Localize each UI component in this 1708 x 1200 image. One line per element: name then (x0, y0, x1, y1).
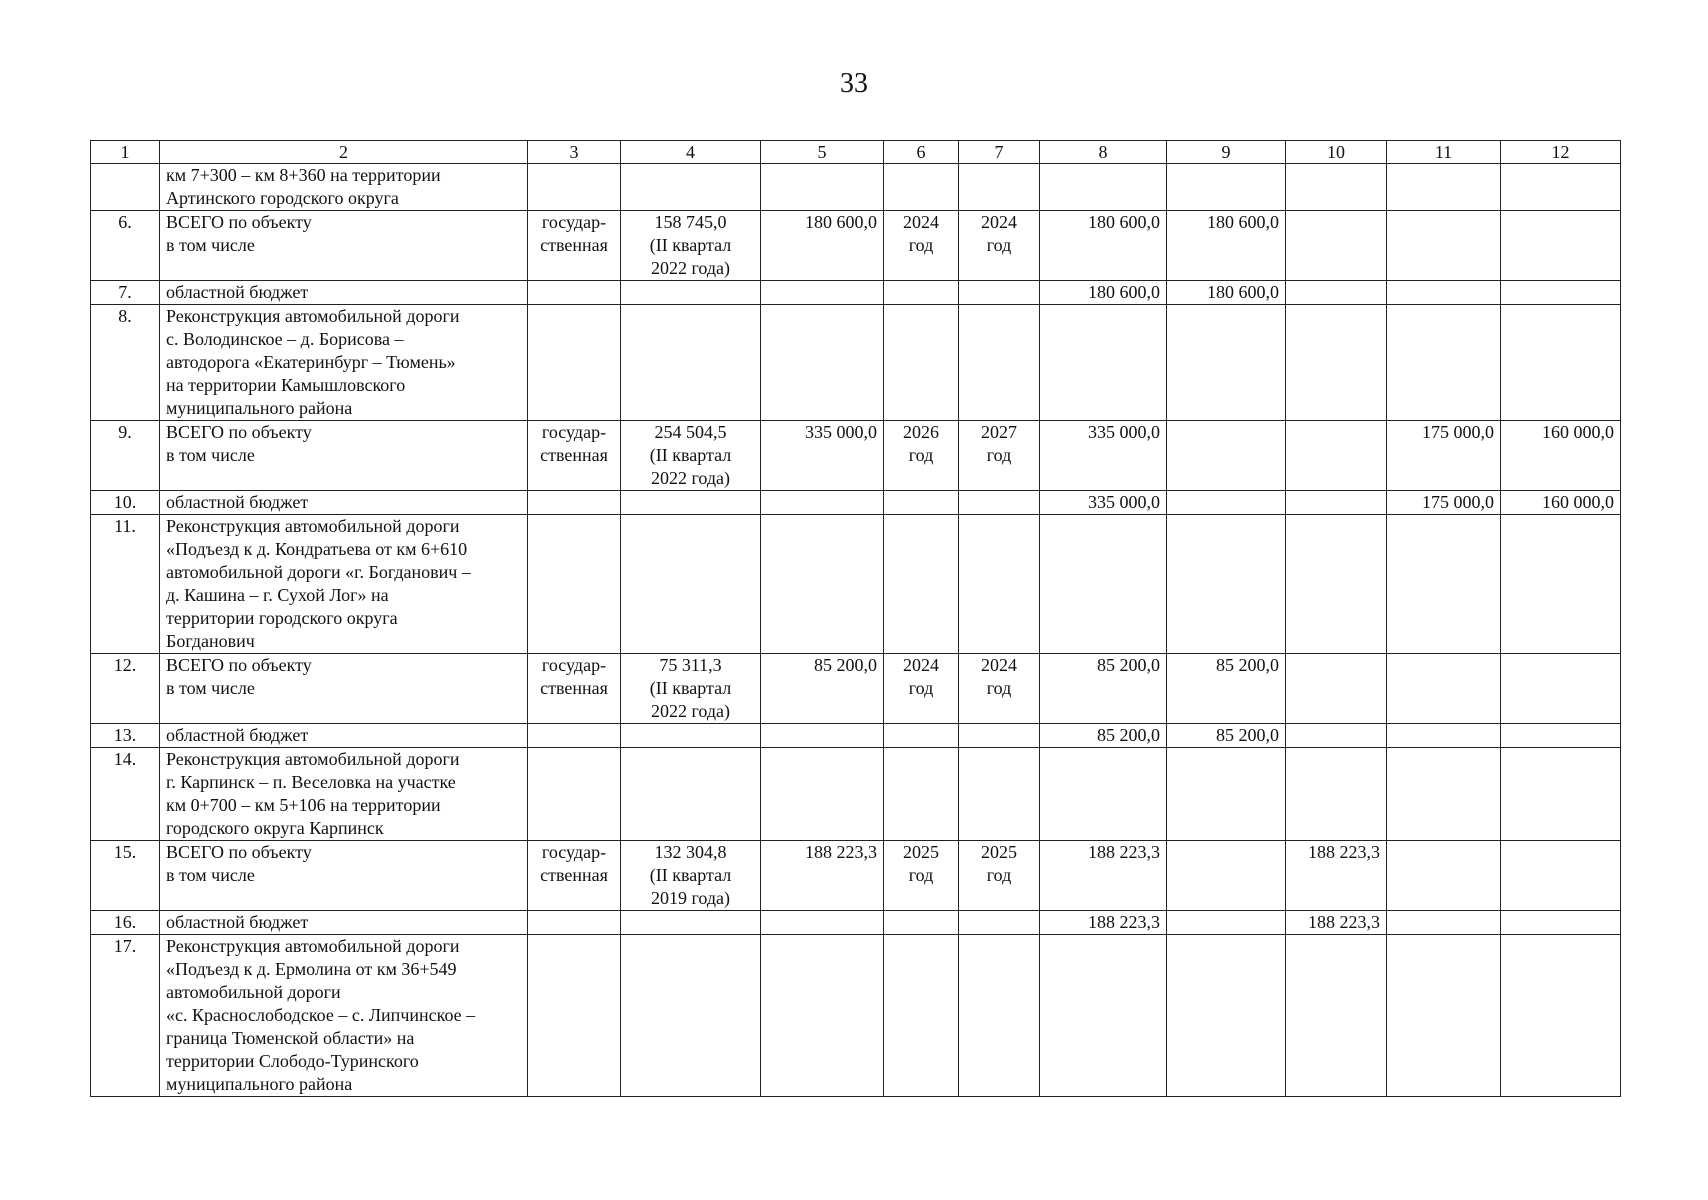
total-cost-cell: 335 000,0 (761, 421, 884, 491)
value-cell (1387, 724, 1501, 748)
total-cost-cell (761, 491, 884, 515)
table-body (91, 141, 1621, 1097)
row-number: 15. (91, 841, 160, 911)
end-year-cell (959, 724, 1040, 748)
ownership-cell: государ- ственная (528, 841, 621, 911)
header-cell: 1 (91, 141, 160, 164)
end-year-cell (959, 748, 1040, 841)
value-cell (1286, 281, 1387, 305)
header-cell: 3 (528, 141, 621, 164)
value-cell (1387, 515, 1501, 654)
table-row (91, 421, 1621, 491)
end-year-cell: 2025 год (959, 841, 1040, 911)
end-year-cell (959, 515, 1040, 654)
table-row (91, 515, 1621, 654)
value-cell (1286, 305, 1387, 421)
estimated-cost-cell (621, 748, 761, 841)
row-number: 8. (91, 305, 160, 421)
ownership-cell (528, 515, 621, 654)
total-cost-cell: 85 200,0 (761, 654, 884, 724)
value-cell: 188 223,3 (1040, 911, 1167, 935)
row-number: 6. (91, 211, 160, 281)
page-number: 33 (840, 68, 868, 99)
value-cell (1387, 935, 1501, 1097)
start-year-cell: 2026 год (884, 421, 959, 491)
table-row (91, 281, 1621, 305)
value-cell (1167, 935, 1286, 1097)
total-cost-cell (761, 935, 884, 1097)
row-number: 16. (91, 911, 160, 935)
header-cell: 2 (160, 141, 528, 164)
ownership-cell (528, 491, 621, 515)
estimated-cost-cell (621, 935, 761, 1097)
start-year-cell (884, 281, 959, 305)
header-cell: 11 (1387, 141, 1501, 164)
ownership-cell (528, 748, 621, 841)
value-cell (1387, 911, 1501, 935)
row-description: ВСЕГО по объекту в том числе (160, 421, 528, 491)
row-description: ВСЕГО по объекту в том числе (160, 654, 528, 724)
total-cost-cell (761, 748, 884, 841)
value-cell (1040, 935, 1167, 1097)
value-cell (1040, 515, 1167, 654)
value-cell: 180 600,0 (1167, 281, 1286, 305)
table-row (91, 654, 1621, 724)
total-cost-cell: 180 600,0 (761, 211, 884, 281)
value-cell (1387, 654, 1501, 724)
ownership-cell (528, 911, 621, 935)
estimated-cost-cell (621, 281, 761, 305)
estimated-cost-cell: 254 504,5 (II квартал 2022 года) (621, 421, 761, 491)
value-cell (1501, 724, 1621, 748)
estimated-cost-cell (621, 911, 761, 935)
value-cell (1501, 911, 1621, 935)
estimated-cost-cell (621, 724, 761, 748)
header-cell: 8 (1040, 141, 1167, 164)
row-number: 11. (91, 515, 160, 654)
total-cost-cell (761, 911, 884, 935)
value-cell: 335 000,0 (1040, 421, 1167, 491)
estimated-cost-cell (621, 491, 761, 515)
row-number: 17. (91, 935, 160, 1097)
start-year-cell (884, 491, 959, 515)
estimated-cost-cell (621, 164, 761, 211)
value-cell (1501, 515, 1621, 654)
value-cell (1387, 305, 1501, 421)
value-cell (1286, 164, 1387, 211)
value-cell (1387, 841, 1501, 911)
estimated-cost-cell: 132 304,8 (II квартал 2019 года) (621, 841, 761, 911)
estimated-cost-cell: 75 311,3 (II квартал 2022 года) (621, 654, 761, 724)
value-cell (1286, 748, 1387, 841)
total-cost-cell: 188 223,3 (761, 841, 884, 911)
value-cell (1286, 724, 1387, 748)
end-year-cell (959, 911, 1040, 935)
estimated-cost-cell (621, 305, 761, 421)
table-row (91, 211, 1621, 281)
row-number: 10. (91, 491, 160, 515)
row-number: 13. (91, 724, 160, 748)
value-cell: 160 000,0 (1501, 491, 1621, 515)
total-cost-cell (761, 281, 884, 305)
value-cell: 85 200,0 (1040, 654, 1167, 724)
table-row (91, 911, 1621, 935)
start-year-cell: 2024 год (884, 654, 959, 724)
row-number (91, 164, 160, 211)
ownership-cell (528, 935, 621, 1097)
total-cost-cell (761, 305, 884, 421)
end-year-cell (959, 164, 1040, 211)
value-cell (1501, 305, 1621, 421)
total-cost-cell (761, 515, 884, 654)
header-cell: 9 (1167, 141, 1286, 164)
value-cell: 175 000,0 (1387, 421, 1501, 491)
row-number: 9. (91, 421, 160, 491)
row-number: 12. (91, 654, 160, 724)
value-cell: 180 600,0 (1167, 211, 1286, 281)
value-cell (1501, 281, 1621, 305)
total-cost-cell (761, 164, 884, 211)
table-row (91, 724, 1621, 748)
value-cell: 188 223,3 (1286, 911, 1387, 935)
start-year-cell (884, 164, 959, 211)
value-cell (1167, 911, 1286, 935)
value-cell (1040, 748, 1167, 841)
value-cell (1286, 515, 1387, 654)
start-year-cell: 2024 год (884, 211, 959, 281)
row-description: ВСЕГО по объекту в том числе (160, 841, 528, 911)
header-cell: 6 (884, 141, 959, 164)
value-cell: 335 000,0 (1040, 491, 1167, 515)
value-cell: 188 223,3 (1286, 841, 1387, 911)
row-description: Реконструкция автомобильной дороги г. Карпинск – п. Веселовка на участке км 0+700 – км 5+106 на территории городского округа Карпинск (160, 748, 528, 841)
value-cell: 85 200,0 (1040, 724, 1167, 748)
estimated-cost-cell: 158 745,0 (II квартал 2022 года) (621, 211, 761, 281)
row-description: Реконструкция автомобильной дороги «Подъезд к д. Ермолина от км 36+549 автомобильной дороги «с. Краснослободское – с. Липчинское – граница Тюменской области» на территории Слободо-Туринского муниципального района (160, 935, 528, 1097)
value-cell: 180 600,0 (1040, 211, 1167, 281)
row-number: 14. (91, 748, 160, 841)
value-cell (1167, 421, 1286, 491)
ownership-cell (528, 305, 621, 421)
value-cell (1387, 748, 1501, 841)
row-number: 7. (91, 281, 160, 305)
end-year-cell (959, 935, 1040, 1097)
value-cell (1387, 164, 1501, 211)
value-cell (1286, 654, 1387, 724)
table-row (91, 935, 1621, 1097)
ownership-cell: государ- ственная (528, 211, 621, 281)
value-cell (1286, 211, 1387, 281)
value-cell (1167, 164, 1286, 211)
start-year-cell (884, 724, 959, 748)
ownership-cell: государ- ственная (528, 421, 621, 491)
table-row (91, 748, 1621, 841)
row-description: ВСЕГО по объекту в том числе (160, 211, 528, 281)
value-cell: 160 000,0 (1501, 421, 1621, 491)
end-year-cell (959, 305, 1040, 421)
row-description: областной бюджет (160, 724, 528, 748)
header-cell: 7 (959, 141, 1040, 164)
table-row (91, 841, 1621, 911)
start-year-cell (884, 748, 959, 841)
header-cell: 5 (761, 141, 884, 164)
ownership-cell (528, 164, 621, 211)
row-description: Реконструкция автомобильной дороги «Подъезд к д. Кондратьева от км 6+610 автомобильной дороги «г. Богданович – д. Кашина – г. Сухой Лог» на территории городского округа Богданович (160, 515, 528, 654)
value-cell (1501, 164, 1621, 211)
value-cell (1040, 305, 1167, 421)
start-year-cell (884, 515, 959, 654)
value-cell (1167, 841, 1286, 911)
header-cell: 12 (1501, 141, 1621, 164)
table-row (91, 305, 1621, 421)
ownership-cell (528, 724, 621, 748)
value-cell (1167, 515, 1286, 654)
estimated-cost-cell (621, 515, 761, 654)
header-cell: 10 (1286, 141, 1387, 164)
table-row (91, 491, 1621, 515)
value-cell (1167, 748, 1286, 841)
total-cost-cell (761, 724, 884, 748)
row-description: областной бюджет (160, 281, 528, 305)
start-year-cell (884, 935, 959, 1097)
ownership-cell: государ- ственная (528, 654, 621, 724)
value-cell (1167, 305, 1286, 421)
value-cell (1286, 421, 1387, 491)
value-cell (1286, 491, 1387, 515)
value-cell (1501, 841, 1621, 911)
value-cell: 180 600,0 (1040, 281, 1167, 305)
value-cell: 85 200,0 (1167, 724, 1286, 748)
start-year-cell (884, 911, 959, 935)
ownership-cell (528, 281, 621, 305)
value-cell (1501, 211, 1621, 281)
value-cell (1286, 935, 1387, 1097)
value-cell (1167, 491, 1286, 515)
row-description: км 7+300 – км 8+360 на территории Артинского городского округа (160, 164, 528, 211)
value-cell: 175 000,0 (1387, 491, 1501, 515)
end-year-cell (959, 281, 1040, 305)
header-row (91, 141, 1621, 164)
budget-table (90, 140, 1621, 1097)
end-year-cell: 2027 год (959, 421, 1040, 491)
row-description: областной бюджет (160, 911, 528, 935)
table-row (91, 164, 1621, 211)
value-cell (1501, 748, 1621, 841)
value-cell (1040, 164, 1167, 211)
end-year-cell: 2024 год (959, 211, 1040, 281)
value-cell (1501, 654, 1621, 724)
header-cell: 4 (621, 141, 761, 164)
value-cell (1387, 281, 1501, 305)
end-year-cell (959, 491, 1040, 515)
value-cell: 85 200,0 (1167, 654, 1286, 724)
row-description: Реконструкция автомобильной дороги с. Володинское – д. Борисова – автодорога «Екатеринбург – Тюмень» на территории Камышловского муниципального района (160, 305, 528, 421)
start-year-cell: 2025 год (884, 841, 959, 911)
start-year-cell (884, 305, 959, 421)
end-year-cell: 2024 год (959, 654, 1040, 724)
value-cell (1501, 935, 1621, 1097)
value-cell: 188 223,3 (1040, 841, 1167, 911)
row-description: областной бюджет (160, 491, 528, 515)
value-cell (1387, 211, 1501, 281)
